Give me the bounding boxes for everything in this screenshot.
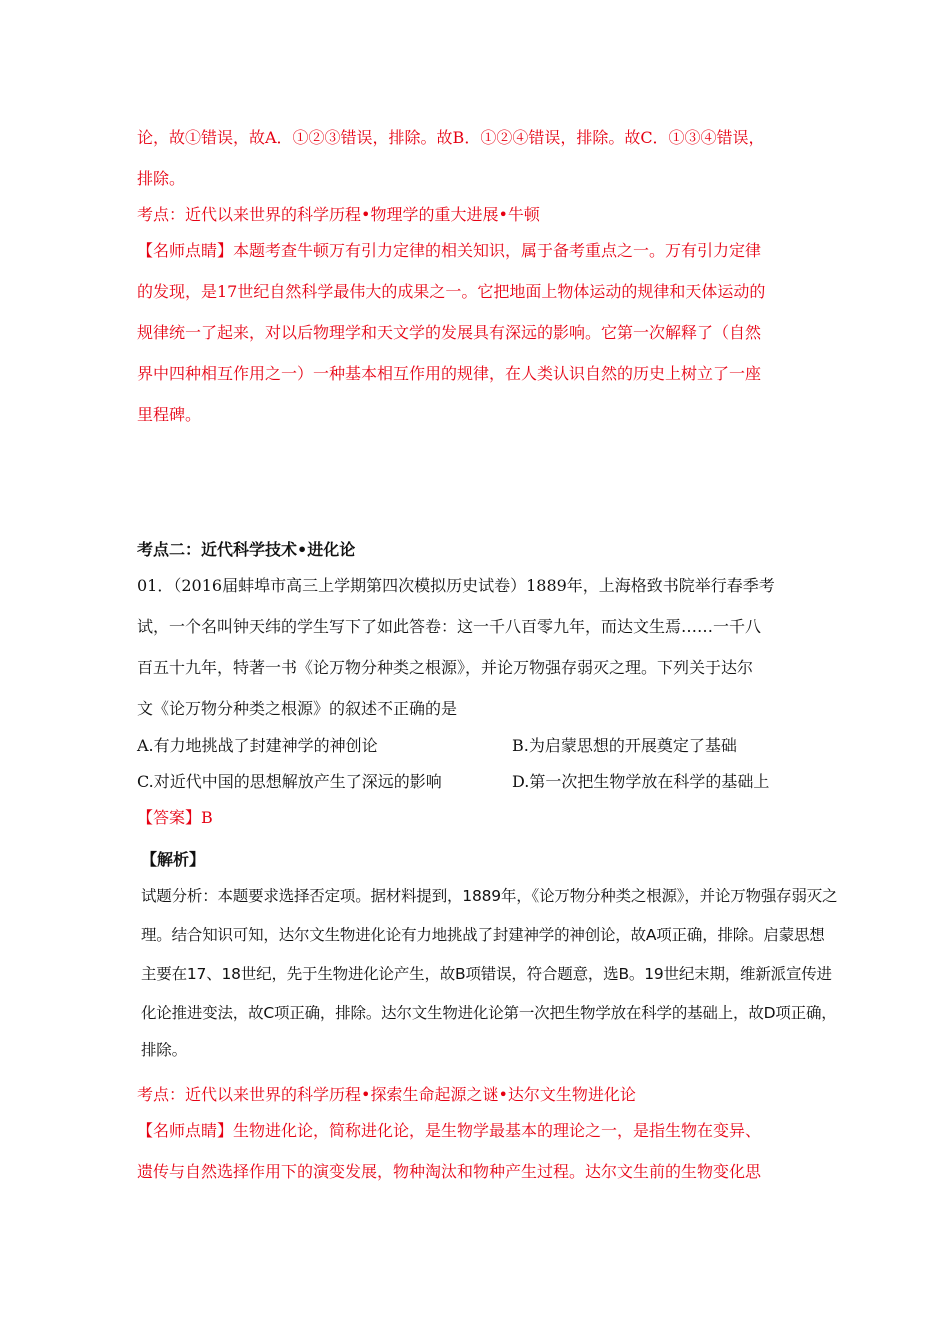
question-line: 试，一个名叫钟天纬的学生写下了如此答卷：这一千八百零九年，而达文生焉……一千八 <box>137 617 762 636</box>
teacher-tip-line: 【名师点睛】生物进化论，简称进化论，是生物学最基本的理论之一，是指生物在变异、 <box>137 1121 762 1140</box>
analysis-line: 试题分析：本题要求选择否定项。据材料提到，1889年，《论万物分种类之根源》，并论万物强存弱灭之 <box>141 887 838 905</box>
teacher-tip-line: 【名师点睛】本题考查牛顿万有引力定律的相关知识，属于备考重点之一。万有引力定律 <box>137 241 762 260</box>
analysis-line: 理。结合知识可知，达尔文生物进化论有力地挑战了封建神学的神创论，故A项正确，排除。启蒙思想 <box>141 926 825 944</box>
analysis-line: 化论推进变法，故C项正确，排除。达尔文生物进化论第一次把生物学放在科学的基础上，故D项正确， <box>141 1004 837 1022</box>
kaodian-line: 考点：近代以来世界的科学历程•物理学的重大进展•牛顿 <box>137 205 540 224</box>
option-c: C.对近代中国的思想解放产生了深远的影响 <box>137 772 442 791</box>
teacher-tip-line: 里程碑。 <box>137 405 202 424</box>
question-line: 01．（2016届蚌埠市高三上学期第四次模拟历史试卷）1889年，上海格致书院举行春季考 <box>137 576 775 595</box>
analysis-line: 排除。 <box>141 1041 187 1059</box>
question-line: 百五十九年，特著一书《论万物分种类之根源》，并论万物强存弱灭之理。下列关于达尔 <box>137 658 754 677</box>
section-heading: 考点二：近代科学技术•进化论 <box>137 540 356 559</box>
answer-line: 【答案】B <box>137 808 213 827</box>
option-a: A.有力地挑战了封建神学的神创论 <box>137 736 378 755</box>
option-d: D.第一次把生物学放在科学的基础上 <box>512 772 770 791</box>
teacher-tip-line: 的发现，是17世纪自然科学最伟大的成果之一。它把地面上物体运动的规律和天体运动的 <box>137 282 766 301</box>
teacher-tip-line: 界中四种相互作用之一）一种基本相互作用的规律，在人类认识自然的历史上树立了一座 <box>137 364 762 383</box>
option-b: B.为启蒙思想的开展奠定了基础 <box>512 736 737 755</box>
analysis-line: 主要在17、18世纪，先于生物进化论产生，故B项错误，符合题意，选B。19世纪末期，维新派宣传进 <box>141 965 832 983</box>
explanation-line: 排除。 <box>137 169 186 188</box>
explanation-line: 论，故①错误，故A．①②③错误，排除。故B．①②④错误，排除。故C．①③④错误， <box>137 128 765 147</box>
kaodian-line: 考点：近代以来世界的科学历程•探索生命起源之谜•达尔文生物进化论 <box>137 1085 636 1104</box>
teacher-tip-line: 遗传与自然选择作用下的演变发展，物种淘汰和物种产生过程。达尔文生前的生物变化思 <box>137 1162 762 1181</box>
question-line: 文《论万物分种类之根源》的叙述不正确的是 <box>137 699 458 718</box>
analysis-heading: 【解析】 <box>141 850 206 869</box>
teacher-tip-line: 规律统一了起来，对以后物理学和天文学的发展具有深远的影响。它第一次解释了（自然 <box>137 323 762 342</box>
